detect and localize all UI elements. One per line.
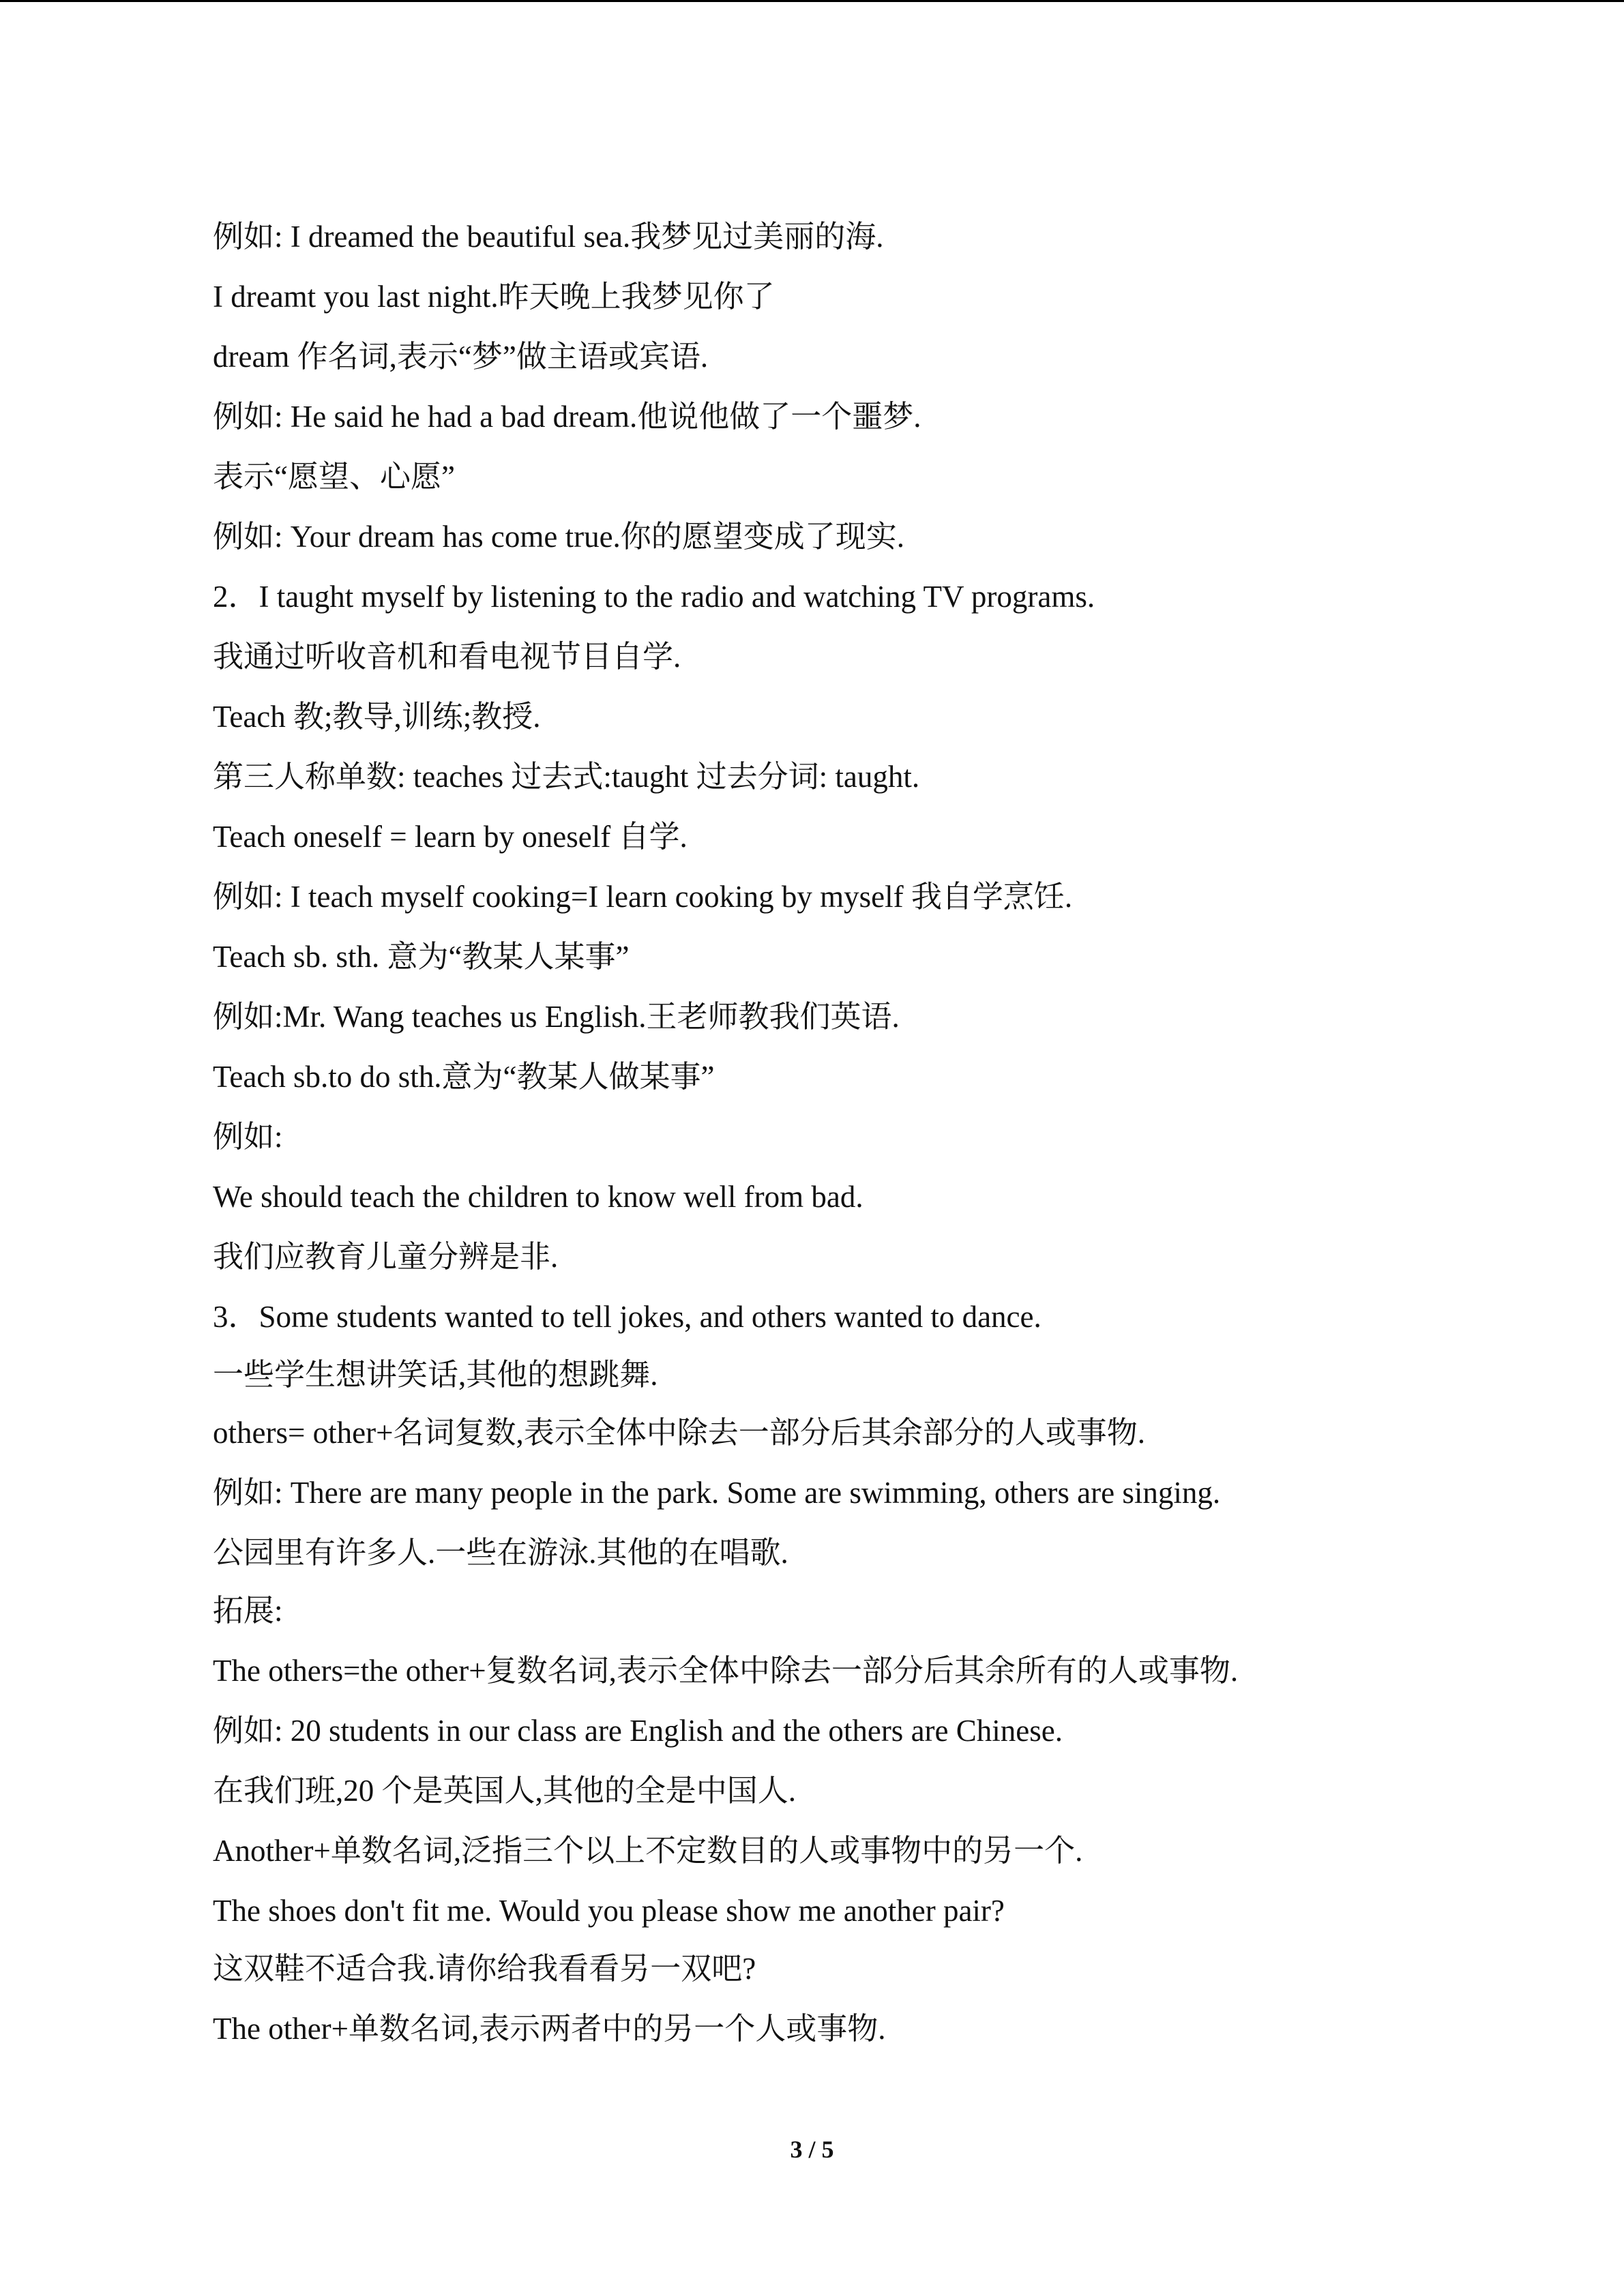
text-line: 例如: 20 students in our class are English and the others are Chinese. [213,1714,1063,1748]
text-line: 一些学生想讲笑话,其他的想跳舞. [213,1358,658,1392]
text-line: 例如: Your dream has come true.你的愿望变成了现实. [213,520,905,554]
page-number: 3 / 5 [790,2136,834,2163]
text-line: 3．Some students wanted to tell jokes, and others wanted to dance. [213,1300,1042,1334]
text-line: dream 作名词,表示“梦”做主语或宾语. [213,340,709,374]
text-line: 我们应教育儿童分辨是非. [213,1240,559,1274]
text-line: 例如:Mr. Wang teaches us English.王老师教我们英语. [213,1000,900,1034]
text-line: 第三人称单数: teaches 过去式:taught 过去分词: taught. [213,760,920,794]
text-line: others= other+名词复数,表示全体中除去一部分后其余部分的人或事物. [213,1416,1145,1450]
text-line: Another+单数名词,泛指三个以上不定数目的人或事物中的另一个. [213,1834,1083,1868]
text-line: 在我们班,20 个是英国人,其他的全是中国人. [213,1774,797,1808]
text-line: The others=the other+复数名词,表示全体中除去一部分后其余所有的人或事物. [213,1654,1239,1688]
text-line: Teach sb. sth. 意为“教某人某事” [213,940,630,974]
text-line: 我通过听收音机和看电视节目自学. [213,640,681,674]
text-line: 例如: I dreamed the beautiful sea.我梦见过美丽的海. [213,220,884,254]
text-line: I dreamt you last night.昨天晚上我梦见你了 [213,280,775,314]
text-line: 拓展: [213,1594,283,1628]
text-line: 例如: There are many people in the park. Some are swimming, others are singing. [213,1476,1221,1510]
text-line: 这双鞋不适合我.请你给我看看另一双吧? [213,1952,756,1986]
page-body [213,213,1563,2066]
text-line: Teach oneself = learn by oneself 自学. [213,820,688,854]
text-line: The other+单数名词,表示两者中的另一个人或事物. [213,2012,886,2046]
text-line: 公园里有许多人.一些在游泳.其他的在唱歌. [213,1536,788,1570]
text-line: We should teach the children to know well from bad. [213,1180,863,1214]
text-line: Teach sb.to do sth.意为“教某人做某事” [213,1060,715,1094]
text-line: Teach 教;教导,训练;教授. [213,700,541,734]
text-line: 例如: [213,1120,283,1154]
text-line: 例如: He said he had a bad dream.他说他做了一个噩梦. [213,400,921,434]
text-line: 2．I taught myself by listening to the radio and watching TV programs. [213,580,1095,614]
text-line: 表示“愿望、心愿” [213,460,455,494]
text-line: 例如: I teach myself cooking=I learn cooking by myself 我自学烹饪. [213,880,1073,914]
text-line: The shoes don't fit me. Would you please show me another pair? [213,1894,1005,1928]
